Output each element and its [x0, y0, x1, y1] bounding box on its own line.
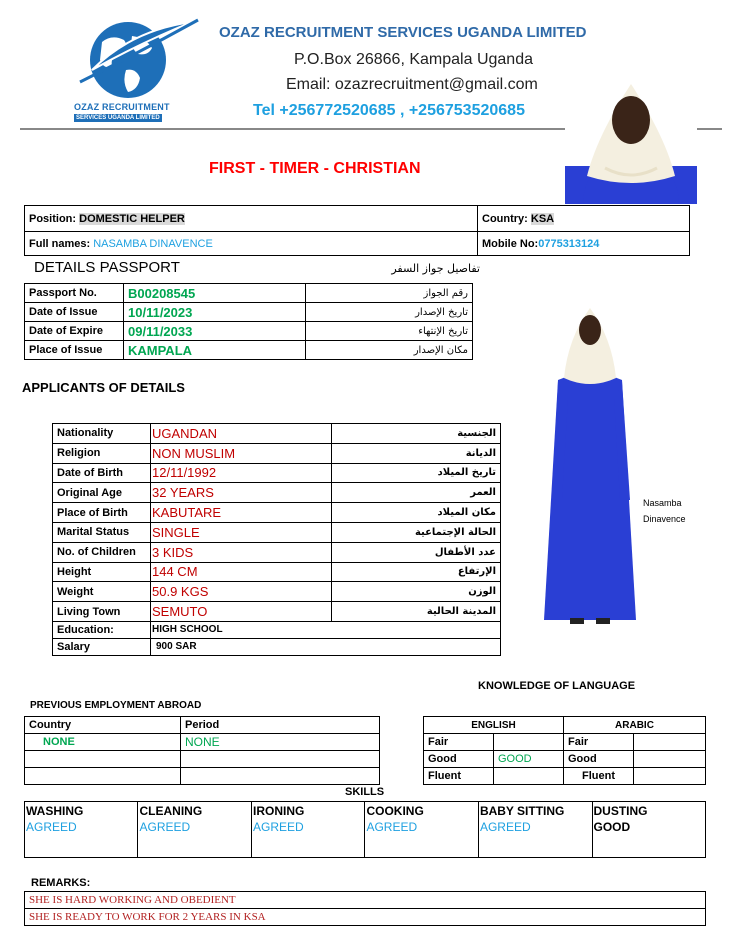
applicant-label: Nationality	[53, 424, 151, 444]
applicant-label: No. of Children	[53, 542, 151, 562]
globe-logo-icon	[72, 12, 204, 112]
skill-name: WASHING	[26, 804, 84, 818]
skill-value: AGREED	[252, 820, 304, 834]
applicant-value: 50.9 KGS	[151, 582, 332, 602]
applicant-value: NON MUSLIM	[151, 443, 332, 463]
table-row	[25, 303, 473, 322]
passport-label-ar: مكان الإصدار	[306, 341, 473, 360]
applicant-value: 3 KIDS	[151, 542, 332, 562]
skill-value: AGREED	[139, 820, 191, 834]
skill-name: COOKING	[366, 804, 424, 818]
fullname-label: Full names:	[29, 237, 91, 250]
company-logo	[72, 12, 204, 127]
passport-label: Place of Issue	[25, 341, 124, 360]
applicant-label-ar: عدد الأطفال	[332, 542, 501, 562]
passport-value: 10/11/2023	[124, 303, 306, 322]
language-level: Fair	[424, 734, 494, 751]
table-row	[53, 463, 501, 483]
language-heading: KNOWLEDGE OF LANGUAGE	[478, 680, 636, 692]
passport-label-ar: رقم الجواز	[306, 284, 473, 303]
skill-cell	[365, 802, 478, 858]
passport-value: 09/11/2033	[124, 322, 306, 341]
skill-name: DUSTING	[593, 804, 648, 818]
fullname-value: NASAMBA DINAVENCE	[93, 237, 213, 250]
photo-caption-2: Dinavence	[643, 514, 686, 524]
applicant-label-ar: الوزن	[332, 582, 501, 602]
education-label: Education:	[53, 621, 151, 638]
applicant-label-ar: الجنسية	[332, 424, 501, 444]
passport-label-ar: تاريخ الإنتهاء	[306, 322, 473, 341]
fullname-cell	[25, 232, 478, 256]
passport-label: Date of Issue	[25, 303, 124, 322]
salary-value: 900 SAR	[151, 638, 501, 655]
applicant-label-ar: الإرتفاع	[332, 562, 501, 582]
table-row	[53, 483, 501, 503]
employment-period-value: NONE	[181, 734, 380, 751]
mobile-value: 0775313124	[538, 237, 600, 250]
remarks-line-2: SHE IS READY TO WORK FOR 2 YEARS IN KSA	[25, 909, 706, 926]
applicant-label-ar: العمر	[332, 483, 501, 503]
applicant-label: Original Age	[53, 483, 151, 503]
position-cell	[25, 206, 478, 232]
passport-label-ar: تاريخ الإصدار	[306, 303, 473, 322]
applicant-value: SINGLE	[151, 522, 332, 542]
skill-cell	[25, 802, 138, 858]
table-row	[53, 638, 501, 655]
company-tel: Tel +256772520685 , +256753520685	[253, 102, 525, 119]
remarks-heading: REMARKS:	[31, 877, 91, 889]
company-name: OZAZ RECRUITMENT SERVICES UGANDA LIMITED	[219, 24, 587, 41]
table-row	[25, 284, 473, 303]
position-table	[24, 205, 690, 256]
employment-col-country: Country	[25, 717, 181, 734]
english-level-value: GOOD	[494, 751, 564, 768]
language-level: Good	[564, 751, 634, 768]
applicant-value: 12/11/1992	[151, 463, 332, 483]
full-body-photo	[540, 300, 640, 630]
language-col-arabic: ARABIC	[564, 717, 706, 734]
language-table	[423, 716, 706, 785]
table-row	[53, 542, 501, 562]
applicant-table	[52, 423, 501, 656]
applicant-label-ar: مكان الميلاد	[332, 503, 501, 523]
skills-table	[24, 801, 706, 858]
header-divider-right	[697, 128, 722, 130]
table-row	[53, 602, 501, 622]
table-row	[53, 582, 501, 602]
language-level: Fair	[564, 734, 634, 751]
table-row	[25, 341, 473, 360]
logo-line-2: SERVICES UGANDA LIMITED	[76, 115, 160, 121]
applicant-label: Height	[53, 562, 151, 582]
skill-name: BABY SITTING	[479, 804, 565, 818]
employment-heading: PREVIOUS EMPLOYMENT ABROAD	[30, 700, 202, 711]
applicant-label-ar: المدينة الحالية	[332, 602, 501, 622]
skill-value: AGREED	[26, 820, 77, 834]
remarks-line-1: SHE IS HARD WORKING AND OBEDIENT	[25, 892, 706, 909]
applicant-label: Date of Birth	[53, 463, 151, 483]
photo-caption-1: Nasamba	[643, 498, 682, 508]
table-row	[53, 443, 501, 463]
applicant-value: KABUTARE	[151, 503, 332, 523]
applicant-label: Marital Status	[53, 522, 151, 542]
applicant-label-ar: تاريخ الميلاد	[332, 463, 501, 483]
passport-heading-ar: تفاصيل جواز السفر	[391, 262, 480, 275]
passport-label: Date of Expire	[25, 322, 124, 341]
language-level: Fluent	[424, 768, 494, 785]
remarks-table	[24, 891, 706, 926]
applicant-value: 32 YEARS	[151, 483, 332, 503]
language-level: Fluent	[564, 768, 634, 785]
applicant-value: SEMUTO	[151, 602, 332, 622]
mobile-cell	[478, 232, 690, 256]
language-col-english: ENGLISH	[424, 717, 564, 734]
company-pobox: P.O.Box 26866, Kampala Uganda	[294, 51, 533, 68]
table-row	[53, 503, 501, 523]
employment-col-period: Period	[181, 717, 380, 734]
applicant-label: Place of Birth	[53, 503, 151, 523]
applicant-label-ar: الديانة	[332, 443, 501, 463]
applicant-value: UGANDAN	[151, 424, 332, 444]
applicant-label: Living Town	[53, 602, 151, 622]
country-cell	[478, 206, 690, 232]
table-row	[53, 621, 501, 638]
applicant-label: Religion	[53, 443, 151, 463]
skill-name: CLEANING	[139, 804, 203, 818]
applicant-heading: APPLICANTS OF DETAILS	[22, 380, 185, 395]
passport-heading: DETAILS PASSPORT	[34, 259, 180, 276]
skill-value: AGREED	[366, 820, 418, 834]
country-value: KSA	[530, 212, 555, 225]
table-row	[25, 322, 473, 341]
position-value: DOMESTIC HELPER	[79, 212, 185, 225]
passport-value: KAMPALA	[124, 341, 306, 360]
company-email: Email: ozazrecruitment@gmail.com	[286, 76, 538, 93]
skill-value: GOOD	[593, 820, 631, 834]
skill-cell	[251, 802, 364, 858]
skill-cell	[478, 802, 592, 858]
page-title: FIRST - TIMER - CHRISTIAN	[209, 160, 421, 177]
mobile-label: Mobile No:	[482, 237, 539, 250]
skill-cell	[138, 802, 252, 858]
table-row	[53, 562, 501, 582]
portrait-photo	[565, 76, 697, 204]
education-value: HIGH SCHOOL	[151, 621, 501, 638]
position-label: Position:	[29, 212, 77, 225]
skill-name: IRONING	[252, 804, 305, 818]
skills-heading: SKILLS	[345, 786, 385, 798]
applicant-label-ar: الحالة الإجتماعية	[332, 522, 501, 542]
language-level: Good	[424, 751, 494, 768]
skill-cell	[592, 802, 706, 858]
header-divider	[20, 128, 565, 130]
logo-line-1: OZAZ RECRUITMENT	[74, 102, 170, 112]
table-row	[53, 424, 501, 444]
passport-value: B00208545	[124, 284, 306, 303]
table-row	[53, 522, 501, 542]
employment-country-value: NONE	[25, 734, 181, 751]
passport-table	[24, 283, 473, 360]
applicant-value: 144 CM	[151, 562, 332, 582]
salary-label: Salary	[53, 638, 151, 655]
skill-value: AGREED	[479, 820, 531, 834]
employment-table	[24, 716, 380, 785]
country-label: Country:	[482, 212, 528, 225]
applicant-label: Weight	[53, 582, 151, 602]
passport-label: Passport No.	[25, 284, 124, 303]
